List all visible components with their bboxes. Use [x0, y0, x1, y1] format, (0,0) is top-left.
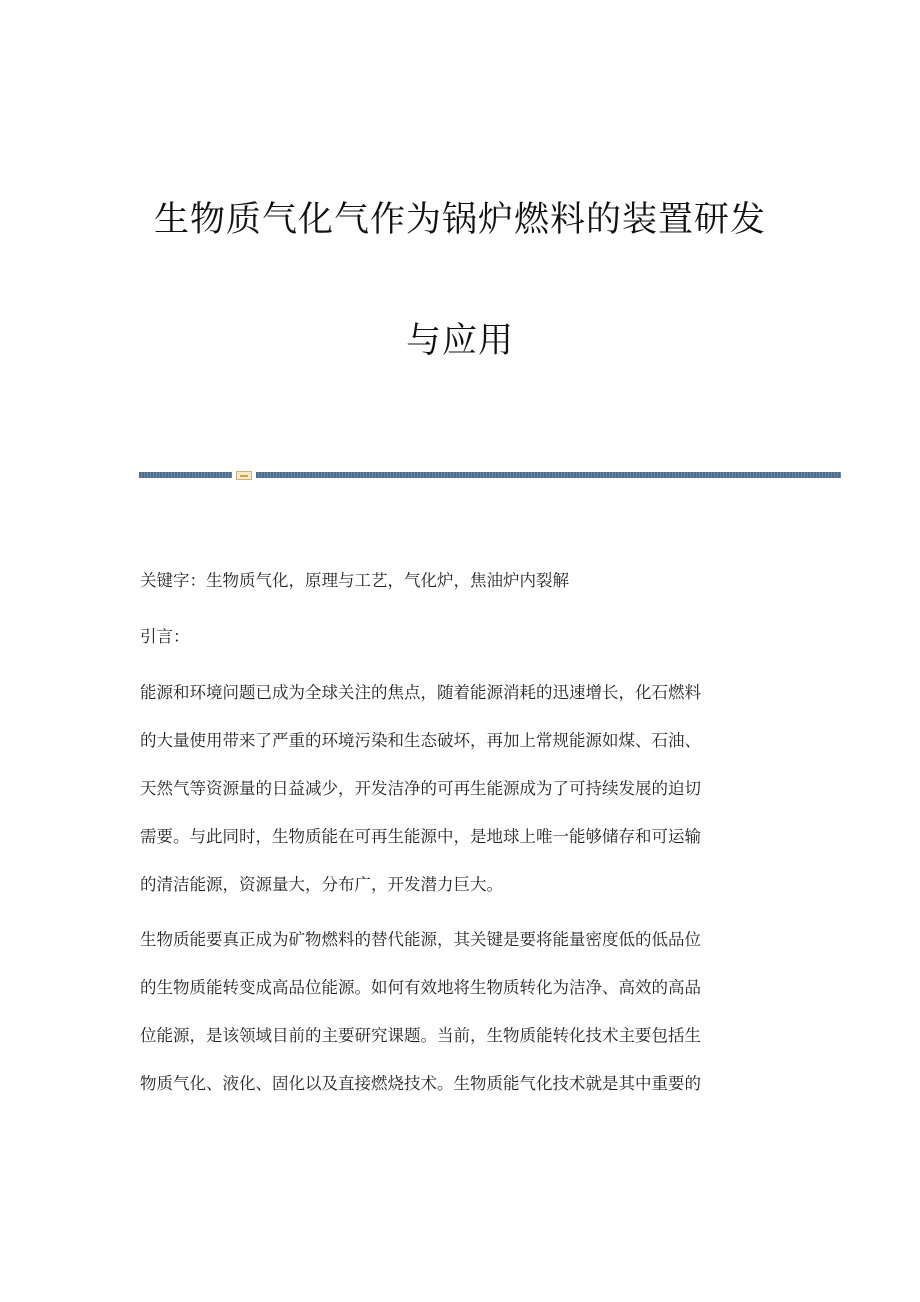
keywords-line: 关键字：生物质气化，原理与工艺，气化炉，焦油炉内裂解: [140, 571, 569, 590]
document-title-line-2: 与应用: [405, 321, 514, 361]
paragraph-line: 天然气等资源量的日益减少，开发洁净的可再生能源成为了可持续发展的迫切: [140, 779, 701, 798]
intro-label: 引言：: [140, 627, 190, 646]
paragraph-line: 需要。与此同时，生物质能在可再生能源中，是地球上唯一能够储存和可运输: [140, 827, 701, 846]
paragraph-line: 的清洁能源，资源量大，分布广，开发潜力巨大。: [140, 875, 503, 894]
paragraph-line: 能源和环境问题已成为全球关注的焦点，随着能源消耗的迅速增长，化石燃料: [140, 683, 701, 702]
divider-bar-right: [256, 472, 841, 478]
paragraph-line: 的生物质能转变成高品位能源。如何有效地将生物质转化为洁净、高效的高品: [140, 978, 701, 997]
title-divider: [139, 471, 841, 480]
paragraph-line: 位能源，是该领域目前的主要研究课题。当前，生物质能转化技术主要包括生: [140, 1026, 701, 1045]
paragraph-line: 的大量使用带来了严重的环境污染和生态破坏，再加上常规能源如煤、石油、: [140, 731, 701, 750]
paragraph-line: 物质气化、液化、固化以及直接燃烧技术。生物质能气化技术就是其中重要的: [140, 1074, 701, 1093]
paragraph-line: 生物质能要真正成为矿物燃料的替代能源，其关键是要将能量密度低的低品位: [140, 930, 701, 949]
document-title-line-1: 生物质气化气作为锅炉燃料的装置研发: [153, 200, 766, 240]
divider-ornament-icon: [236, 471, 252, 480]
divider-bar-left: [139, 472, 232, 478]
